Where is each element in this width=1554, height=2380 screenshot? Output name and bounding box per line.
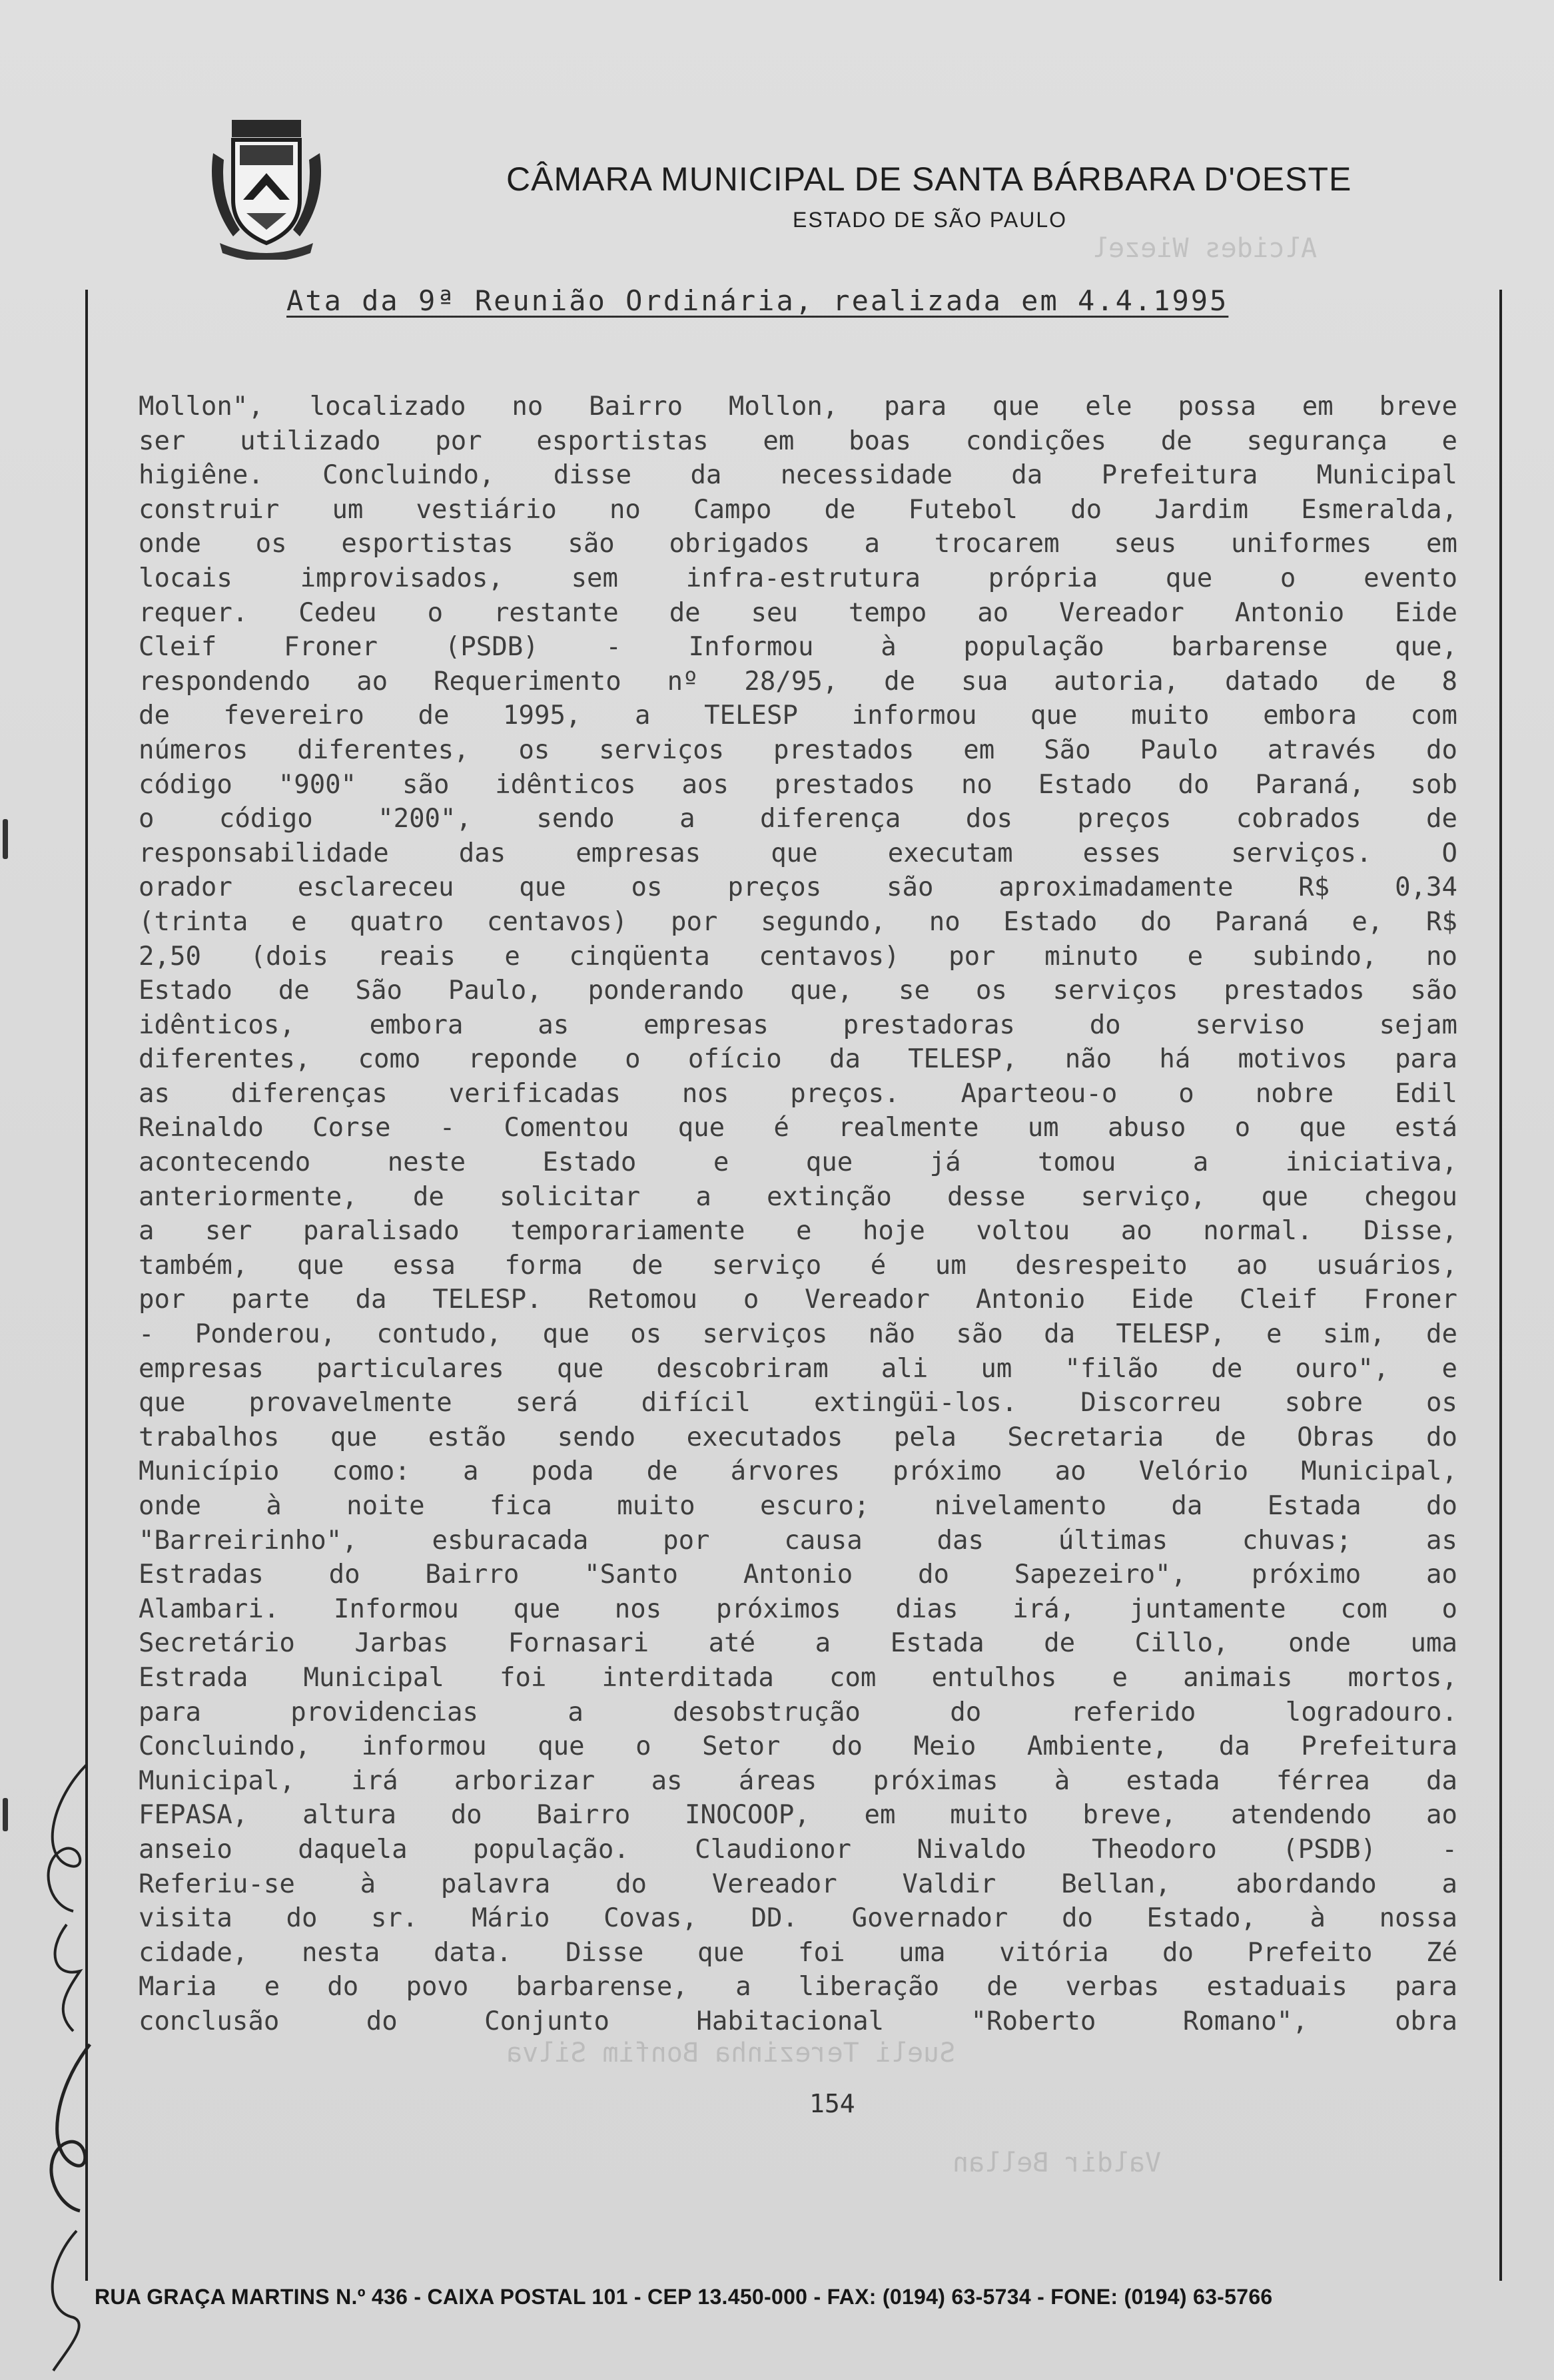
body-line: onde os esportistas são obrigados a trocarem seus uniformes em	[139, 529, 1457, 559]
body-line: por parte da TELESP. Retomou o Vereador Antonio Eide Cleif Froner	[139, 1285, 1457, 1315]
body-line: 2,50 (dois reais e cinqüenta centavos) por minuto e subindo, no	[139, 941, 1457, 972]
body-line: trabalhos que estão sendo executados pela Secretaria de Obras do	[139, 1422, 1457, 1452]
scan-edge-mark	[3, 1798, 8, 1831]
municipal-coat-of-arms-icon	[206, 120, 326, 260]
body-line: Estrada Municipal foi interditada com entulhos e animais mortos,	[139, 1662, 1457, 1693]
body-line: - Ponderou, contudo, que os serviços não são da TELESP, e sim, de	[139, 1319, 1457, 1350]
body-line: a ser paralisado temporariamente e hoje voltou ao normal. Disse,	[139, 1216, 1457, 1247]
state-name: ESTADO DE SÃO PAULO	[793, 208, 1068, 232]
bleed-through-name: Valdir Bellan	[953, 2148, 1162, 2178]
body-line: requer. Cedeu o restante de seu tempo ao Vereador Antonio Eide	[139, 597, 1457, 628]
body-line: anseio daquela população. Claudionor Nivaldo Theodoro (PSDB) -	[139, 1834, 1457, 1865]
institution-name: CÂMARA MUNICIPAL DE SANTA BÁRBARA D'OESTE	[506, 160, 1352, 198]
body-line: Cleif Froner (PSDB) - Informou à população barbarense que,	[139, 632, 1457, 663]
signature-initials	[27, 1758, 107, 2038]
signature-initials	[27, 2031, 107, 2377]
body-line: Maria e do povo barbarense, a liberação de verbas estaduais para	[139, 1972, 1457, 2002]
bleed-through-name: Alcides Wiezel	[1092, 233, 1318, 264]
body-line: construir um vestiário no Campo de Futebol do Jardim Esmeralda,	[139, 494, 1457, 525]
scan-edge-mark	[3, 819, 8, 859]
body-line: as diferenças verificadas nos preços. Aparteou-o o nobre Edil	[139, 1078, 1457, 1109]
body-line: de fevereiro de 1995, a TELESP informou que muito embora com	[139, 701, 1457, 731]
page-number: 154	[809, 2089, 855, 2118]
body-line: conclusão do Conjunto Habitacional "Roberto Romano", obra	[139, 2006, 1457, 2036]
body-line: anteriormente, de solicitar a extinção desse serviço, que chegou	[139, 1181, 1457, 1212]
body-line: idênticos, embora as empresas prestadoras do serviso sejam	[139, 1010, 1457, 1040]
body-line: onde à noite fica muito escuro; nivelamento da Estada do	[139, 1491, 1457, 1521]
body-line: também, que essa forma de serviço é um desrespeito ao usuários,	[139, 1250, 1457, 1281]
body-line: "Barreirinho", esburacada por causa das últimas chuvas; as	[139, 1525, 1457, 1556]
body-line: código "900" são idênticos aos prestados no Estado do Paraná, sob	[139, 769, 1457, 800]
right-margin-rule	[1499, 290, 1502, 2281]
body-line: Mollon", localizado no Bairro Mollon, para que ele possa em breve	[139, 392, 1457, 422]
body-line: o código "200", sendo a diferença dos preços cobrados de	[139, 804, 1457, 834]
body-line: Alambari. Informou que nos próximos dias irá, juntamente com o	[139, 1594, 1457, 1624]
body-line: Estado de São Paulo, ponderando que, se os serviços prestados são	[139, 976, 1457, 1006]
body-line: que provavelmente será difícil extingüi-los. Discorreu sobre os	[139, 1388, 1457, 1418]
body-line: visita do sr. Mário Covas, DD. Governador do Estado, à nossa	[139, 1903, 1457, 1934]
bleed-through-name: Sueli Terezinha Bonfim Silva	[506, 2038, 956, 2068]
address-footer: RUA GRAÇA MARTINS N.º 436 - CAIXA POSTAL 101 - CEP 13.450-000 - FAX: (0194) 63-5734 - FONE: (0194) 63-5766	[95, 2285, 1273, 2309]
body-line: diferentes, como reponde o ofício da TELESP, não há motivos para	[139, 1044, 1457, 1075]
body-line: ser utilizado por esportistas em boas condições de segurança e	[139, 426, 1457, 456]
body-line: FEPASA, altura do Bairro INOCOOP, em muito breve, atendendo ao	[139, 1800, 1457, 1831]
body-line: cidade, nesta data. Disse que foi uma vitória do Prefeito Zé	[139, 1937, 1457, 1968]
body-line: orador esclareceu que os preços são aproximadamente R$ 0,34	[139, 872, 1457, 903]
body-line: (trinta e quatro centavos) por segundo, no Estado do Paraná e, R$	[139, 906, 1457, 937]
body-line: Secretário Jarbas Fornasari até a Estada de Cillo, onde uma	[139, 1628, 1457, 1659]
minutes-title: Ata da 9ª Reunião Ordinária, realizada em 4.4.1995	[286, 284, 1229, 317]
minutes-body	[139, 390, 1457, 2039]
body-line: acontecendo neste Estado e que já tomou a iniciativa,	[139, 1147, 1457, 1178]
body-line: Estradas do Bairro "Santo Antonio do Sapezeiro", próximo ao	[139, 1560, 1457, 1590]
body-line: responsabilidade das empresas que executam esses serviços. O	[139, 838, 1457, 868]
body-line: Reinaldo Corse - Comentou que é realmente um abuso o que está	[139, 1113, 1457, 1143]
body-line: Concluindo, informou que o Setor do Meio Ambiente, da Prefeitura	[139, 1731, 1457, 1762]
body-line: empresas particulares que descobriram ali um "filão de ouro", e	[139, 1353, 1457, 1384]
body-line: locais improvisados, sem infra-estrutura própria que o evento	[139, 563, 1457, 593]
body-line: higiêne. Concluindo, disse da necessidade da Prefeitura Municipal	[139, 460, 1457, 491]
body-line: respondendo ao Requerimento nº 28/95, de sua autoria, datado de 8	[139, 666, 1457, 697]
body-line: Município como: a poda de árvores próximo ao Velório Municipal,	[139, 1456, 1457, 1487]
body-line: para providencias a desobstrução do referido logradouro.	[139, 1697, 1457, 1727]
body-line: números diferentes, os serviços prestados em São Paulo através do	[139, 735, 1457, 765]
body-line: Referiu-se à palavra do Vereador Valdir Bellan, abordando a	[139, 1869, 1457, 1899]
body-line: Municipal, irá arborizar as áreas próximas à estada férrea da	[139, 1765, 1457, 1796]
